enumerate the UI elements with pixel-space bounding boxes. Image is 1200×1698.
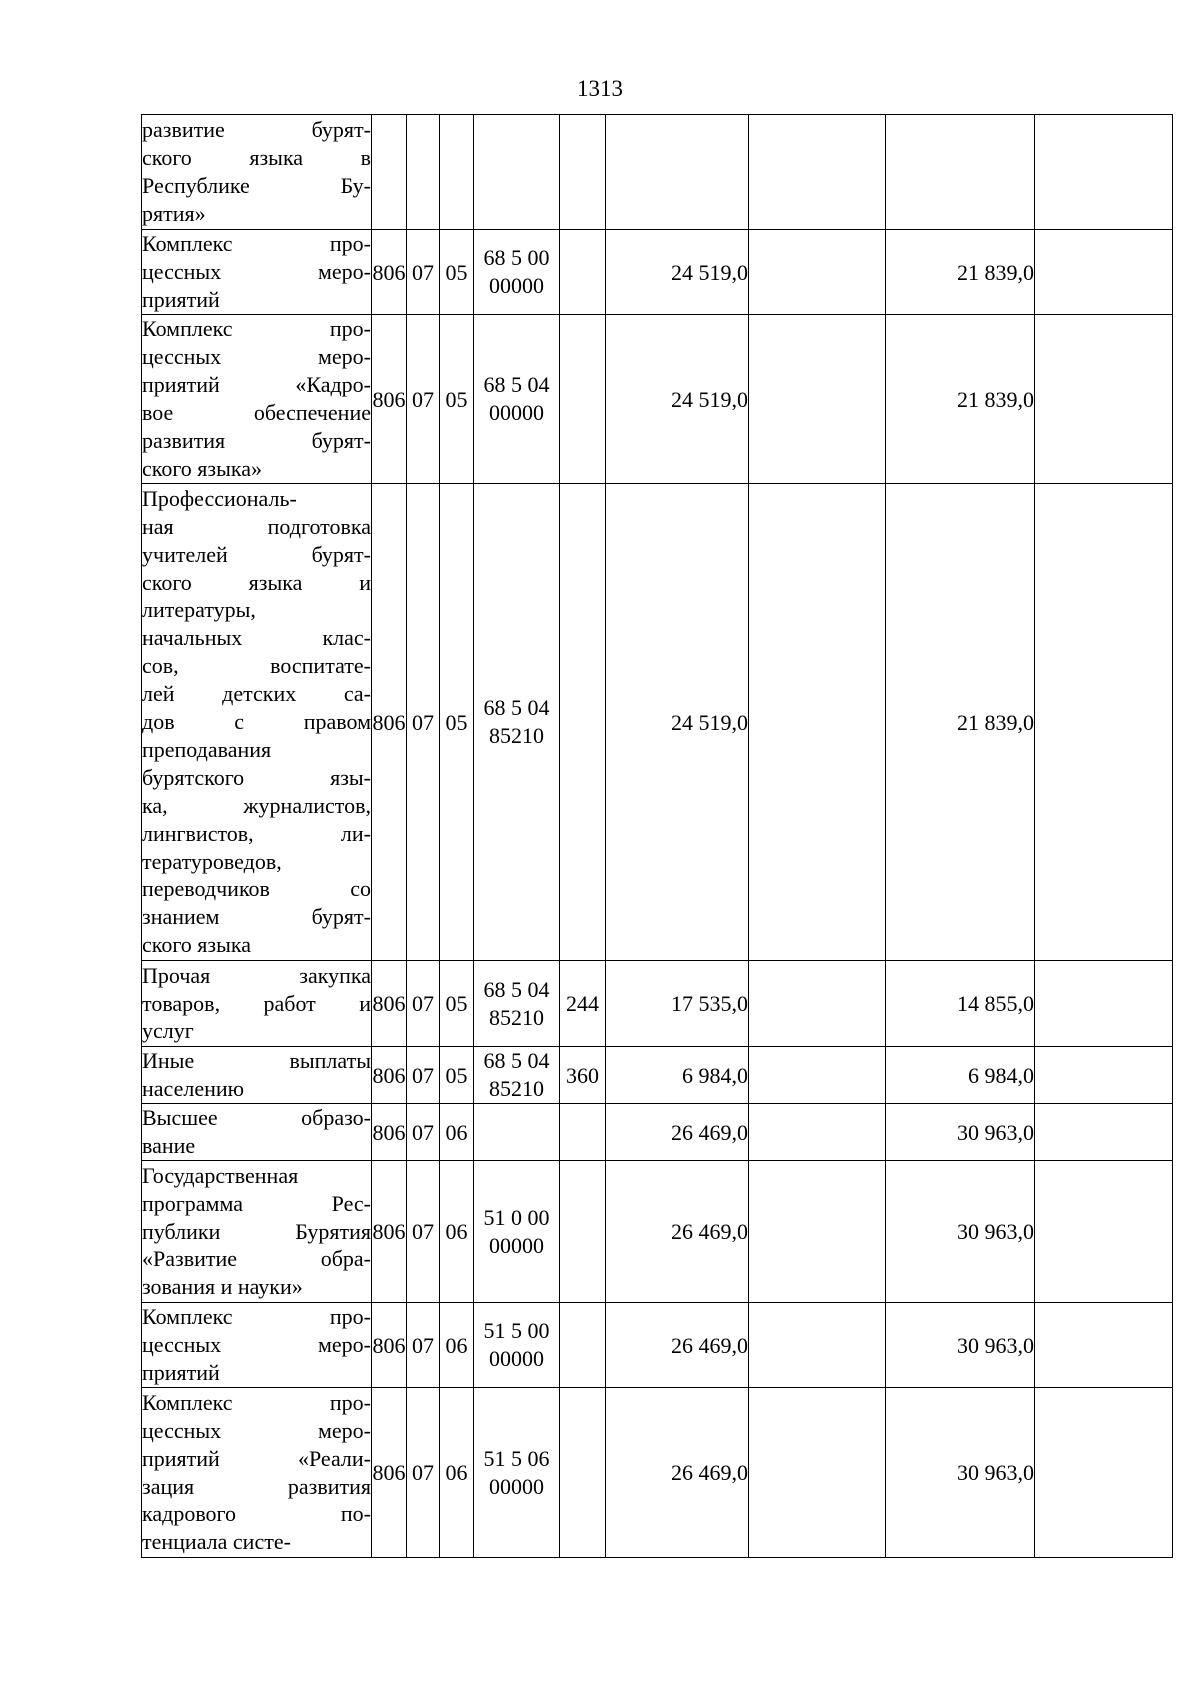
row-name-line: знанием бурят-	[142, 904, 371, 930]
target-article-line: 85210	[489, 1004, 544, 1030]
section-code-cell: 07	[407, 1161, 440, 1303]
target-article-line: 68 5 04	[483, 976, 550, 1002]
row-name-line: бурятского язы-	[142, 764, 371, 790]
row-name-line: ского языка	[142, 932, 252, 958]
subsection-code-cell: 06	[440, 1388, 474, 1558]
expense-type-cell	[560, 1104, 606, 1161]
row-name-line: развитие бурят-	[142, 117, 371, 143]
row-name-line: Иные выплаты	[142, 1048, 371, 1074]
amount-3-cell: 30 963,0	[886, 1303, 1035, 1388]
row-name-line: Комплекс про-	[142, 1389, 371, 1415]
amount-4-cell	[1035, 1161, 1173, 1303]
ministry-code-cell: 806	[372, 484, 407, 961]
section-code-cell: 07	[407, 1104, 440, 1161]
row-name-line: кадрового по-	[142, 1501, 371, 1527]
amount-1-cell: 24 519,0	[606, 315, 749, 484]
row-name-line: тературоведов,	[142, 848, 282, 874]
row-name-line: цессных меро-	[142, 344, 371, 370]
amount-4-cell	[1035, 961, 1173, 1047]
row-name-line: Государственная	[142, 1162, 299, 1188]
amount-3-cell: 6 984,0	[886, 1047, 1035, 1104]
row-name-line: Профессиональ-	[142, 485, 297, 511]
expense-type-cell: 360	[560, 1047, 606, 1104]
amount-3-cell: 14 855,0	[886, 961, 1035, 1047]
section-code-cell: 07	[407, 1388, 440, 1558]
target-article-line: 85210	[489, 1076, 544, 1101]
row-name-line: ная подготовка	[142, 513, 371, 539]
ministry-code-cell: 806	[372, 1047, 407, 1104]
section-code-cell: 07	[407, 1047, 440, 1104]
expense-type-cell	[560, 1161, 606, 1303]
section-code-cell	[407, 115, 440, 230]
row-name-line: рятия»	[142, 200, 206, 226]
target-article-line: 00000	[489, 1232, 544, 1258]
amount-4-cell	[1035, 230, 1173, 315]
expense-type-cell	[560, 115, 606, 230]
row-name-cell	[142, 961, 372, 1047]
amount-2-cell	[749, 115, 886, 230]
target-article-line: 51 5 00	[483, 1318, 550, 1343]
amount-1-cell: 26 469,0	[606, 1161, 749, 1303]
table-body	[142, 115, 1173, 1558]
subsection-code-cell: 05	[440, 961, 474, 1047]
amount-4-cell	[1035, 115, 1173, 230]
row-name-line: приятий	[142, 286, 220, 312]
row-name-line: зования и науки»	[142, 1274, 303, 1300]
row-name-line: населению	[142, 1076, 245, 1101]
amount-3-cell: 30 963,0	[886, 1161, 1035, 1303]
section-code-cell: 07	[407, 230, 440, 315]
table-row	[142, 1303, 1173, 1388]
table-row	[142, 1388, 1173, 1558]
row-name-line: вое обеспечение	[142, 400, 371, 425]
target-article-line: 68 5 04	[483, 372, 550, 397]
row-name-line: развития бурят-	[142, 427, 371, 453]
row-name-line: учителей бурят-	[142, 541, 371, 567]
target-article-line: 00000	[489, 1346, 544, 1371]
expense-type-cell	[560, 315, 606, 484]
target-article-line: 00000	[489, 1473, 544, 1499]
amount-4-cell	[1035, 1104, 1173, 1161]
ministry-code-cell: 806	[372, 315, 407, 484]
target-article-line: 68 5 04	[483, 1048, 550, 1073]
amount-4-cell	[1035, 1388, 1173, 1558]
target-article-cell	[474, 961, 560, 1047]
row-name-line: ского языка в	[142, 145, 371, 171]
amount-2-cell	[749, 1388, 886, 1558]
row-name-cell	[142, 1303, 372, 1388]
row-name-line: цессных меро-	[142, 1417, 371, 1443]
expense-type-cell	[560, 230, 606, 315]
row-name-cell	[142, 1047, 372, 1104]
row-name-line: Высшее образо-	[142, 1105, 371, 1131]
row-name-cell	[142, 484, 372, 961]
subsection-code-cell: 05	[440, 1047, 474, 1104]
table-row	[142, 115, 1173, 230]
amount-3-cell: 21 839,0	[886, 484, 1035, 961]
row-name-line: переводчиков со	[142, 876, 371, 902]
target-article-cell	[474, 1303, 560, 1388]
ministry-code-cell: 806	[372, 230, 407, 315]
table-row	[142, 961, 1173, 1047]
amount-1-cell: 24 519,0	[606, 230, 749, 315]
budget-table	[141, 114, 1173, 1558]
amount-1-cell: 17 535,0	[606, 961, 749, 1047]
table-row	[142, 1047, 1173, 1104]
expense-type-cell	[560, 1303, 606, 1388]
row-name-line: цессных меро-	[142, 259, 371, 285]
row-name-line: товаров, работ и	[142, 990, 371, 1016]
target-article-cell	[474, 315, 560, 484]
table-row	[142, 315, 1173, 484]
ministry-code-cell: 806	[372, 1161, 407, 1303]
amount-2-cell	[749, 484, 886, 961]
amount-1-cell: 26 469,0	[606, 1303, 749, 1388]
target-article-cell	[474, 1047, 560, 1104]
expense-type-cell	[560, 1388, 606, 1558]
table-row	[142, 230, 1173, 315]
page-number: 1313	[577, 76, 623, 101]
amount-2-cell	[749, 315, 886, 484]
target-article-cell	[474, 1104, 560, 1161]
ministry-code-cell: 806	[372, 1303, 407, 1388]
target-article-line: 51 0 00	[483, 1204, 550, 1230]
row-name-line: ского языка и	[142, 569, 371, 595]
subsection-code-cell: 06	[440, 1104, 474, 1161]
row-name-line: ка, журналистов,	[142, 792, 371, 818]
table-row	[142, 1104, 1173, 1161]
target-article-cell	[474, 1161, 560, 1303]
row-name-line: лей детских са-	[142, 681, 371, 707]
row-name-line: Комплекс про-	[142, 316, 371, 342]
amount-4-cell	[1035, 1303, 1173, 1388]
target-article-line: 51 5 06	[483, 1445, 550, 1471]
row-name-line: сов, воспитате-	[142, 653, 371, 679]
amount-1-cell	[606, 115, 749, 230]
amount-3-cell: 30 963,0	[886, 1388, 1035, 1558]
target-article-cell	[474, 484, 560, 961]
amount-4-cell	[1035, 315, 1173, 484]
amount-3-cell: 21 839,0	[886, 315, 1035, 484]
section-code-cell: 07	[407, 961, 440, 1047]
row-name-cell	[142, 1104, 372, 1161]
amount-3-cell	[886, 115, 1035, 230]
target-article-cell	[474, 115, 560, 230]
row-name-cell	[142, 230, 372, 315]
ministry-code-cell: 806	[372, 961, 407, 1047]
subsection-code-cell: 06	[440, 1303, 474, 1388]
row-name-line: публики Бурятия	[142, 1218, 371, 1244]
ministry-code-cell: 806	[372, 1388, 407, 1558]
section-code-cell: 07	[407, 1303, 440, 1388]
row-name-cell	[142, 315, 372, 484]
target-article-line: 68 5 00	[483, 245, 550, 270]
subsection-code-cell: 05	[440, 230, 474, 315]
section-code-cell: 07	[407, 484, 440, 961]
row-name-line: начальных клас-	[142, 625, 371, 651]
row-name-line: тенциала систе-	[142, 1529, 291, 1555]
row-name-cell	[142, 115, 372, 230]
row-name-line: «Развитие обра-	[142, 1246, 371, 1272]
row-name-line: приятий «Реали-	[142, 1445, 371, 1471]
ministry-code-cell: 806	[372, 1104, 407, 1161]
row-name-line: приятий	[142, 1359, 220, 1385]
target-article-line: 00000	[489, 273, 544, 298]
row-name-line: лингвистов, ли-	[142, 820, 371, 846]
amount-1-cell: 26 469,0	[606, 1104, 749, 1161]
subsection-code-cell: 05	[440, 315, 474, 484]
subsection-code-cell	[440, 115, 474, 230]
amount-2-cell	[749, 961, 886, 1047]
row-name-line: Прочая закупка	[142, 962, 371, 988]
row-name-line: программа Рес-	[142, 1190, 371, 1216]
expense-type-cell	[560, 484, 606, 961]
row-name-line: литературы,	[142, 597, 256, 623]
target-article-line: 68 5 04	[483, 695, 550, 720]
row-name-line: приятий «Кадро-	[142, 372, 371, 398]
amount-1-cell: 24 519,0	[606, 484, 749, 961]
row-name-cell	[142, 1161, 372, 1303]
amount-3-cell: 21 839,0	[886, 230, 1035, 315]
amount-2-cell	[749, 1047, 886, 1104]
row-name-line: вание	[142, 1133, 196, 1158]
amount-2-cell	[749, 1303, 886, 1388]
table-row	[142, 484, 1173, 961]
amount-2-cell	[749, 1161, 886, 1303]
subsection-code-cell: 05	[440, 484, 474, 961]
section-code-cell: 07	[407, 315, 440, 484]
row-name-line: Комплекс про-	[142, 1304, 371, 1330]
target-article-line: 00000	[489, 400, 544, 425]
amount-1-cell: 6 984,0	[606, 1047, 749, 1104]
amount-1-cell: 26 469,0	[606, 1388, 749, 1558]
row-name-line: Комплекс про-	[142, 231, 371, 257]
target-article-cell	[474, 1388, 560, 1558]
row-name-line: зация развития	[142, 1473, 371, 1499]
ministry-code-cell	[372, 115, 407, 230]
row-name-line: Республике Бу-	[142, 173, 371, 198]
subsection-code-cell: 06	[440, 1161, 474, 1303]
target-article-cell	[474, 230, 560, 315]
row-name-line: дов с правом	[142, 709, 371, 735]
row-name-line: услуг	[142, 1018, 194, 1044]
row-name-line: преподавания	[142, 736, 272, 762]
target-article-line: 85210	[489, 723, 544, 748]
amount-2-cell	[749, 230, 886, 315]
amount-4-cell	[1035, 1047, 1173, 1104]
row-name-line: ского языка»	[142, 455, 263, 481]
row-name-cell	[142, 1388, 372, 1558]
expense-type-cell: 244	[560, 961, 606, 1047]
amount-4-cell	[1035, 484, 1173, 961]
row-name-line: цессных меро-	[142, 1332, 371, 1358]
amount-2-cell	[749, 1104, 886, 1161]
table-row	[142, 1161, 1173, 1303]
amount-3-cell: 30 963,0	[886, 1104, 1035, 1161]
